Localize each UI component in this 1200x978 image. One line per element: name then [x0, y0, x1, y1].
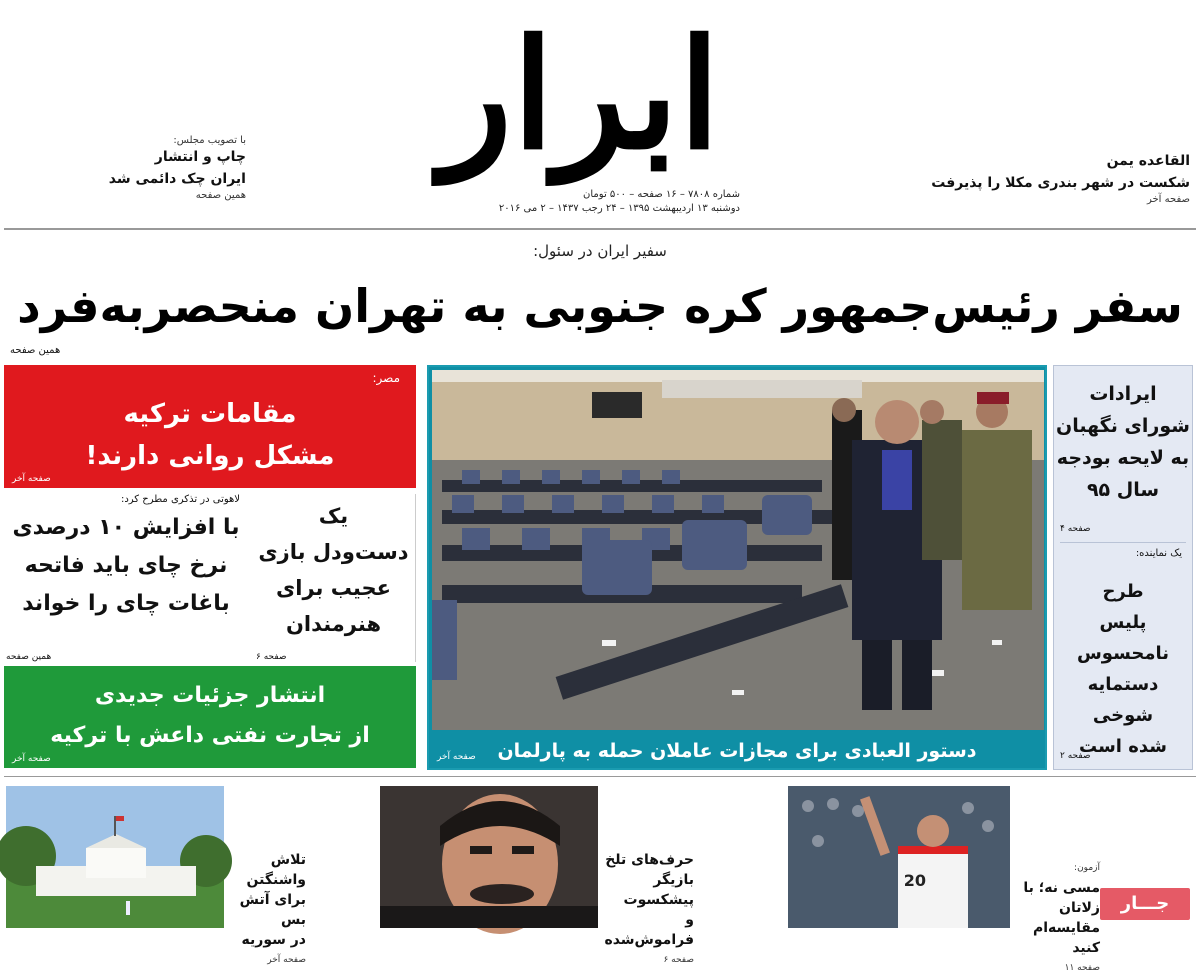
- top-left-teaser[interactable]: [6, 135, 246, 201]
- police-line-1: طرح: [1102, 581, 1144, 602]
- actor-image: [380, 786, 598, 928]
- green-page: صفحه آخر: [12, 754, 51, 764]
- artists-line-2: دست‌ودل بازی: [258, 540, 409, 564]
- issue-number-line: شماره ۷۸۰۸ – ۱۶ صفحه – ۵۰۰ تومان: [583, 189, 740, 200]
- bottom-divider: [4, 776, 1196, 777]
- artists-line-1: یک: [318, 504, 349, 528]
- top-right-teaser[interactable]: [880, 150, 1190, 205]
- issue-date-line: دوشنبه ۱۳ اردیبهشت ۱۳۹۵ – ۲۴ رجب ۱۴۳۷ – ۲ می ۲۰۱۶: [498, 203, 740, 214]
- masthead-logo: ابرار: [439, 7, 721, 183]
- green-line-2: از تجارت نفتی داعش با ترکیه: [50, 723, 370, 748]
- washington-line-3: در سوریه: [241, 932, 306, 948]
- artists-line-4: هنرمندان: [285, 612, 382, 636]
- budget-line-4: سال ۹۵: [1086, 479, 1160, 501]
- jersey-number: 20: [903, 871, 926, 890]
- top-left-page: همین صفحه: [195, 190, 246, 201]
- police-line-4: شوخی: [1092, 705, 1154, 726]
- actor-story[interactable]: [600, 850, 694, 970]
- budget-line-1: ایرادات: [1089, 383, 1157, 405]
- source-badge: جـــار: [1100, 888, 1190, 920]
- football-image: [788, 786, 1010, 928]
- photo-page: صفحه آخر: [437, 752, 476, 762]
- budget-line-2: شورای نگهبان: [1056, 415, 1190, 437]
- green-story-box[interactable]: [4, 666, 416, 768]
- top-left-kicker: با تصویب مجلس:: [173, 135, 246, 146]
- police-page: صفحه ۲: [1060, 751, 1091, 761]
- main-page-ref: همین صفحه: [10, 345, 61, 356]
- football-photo[interactable]: [788, 786, 1010, 928]
- washington-story[interactable]: [226, 850, 306, 970]
- tea-story[interactable]: [4, 494, 248, 662]
- tea-page: همین صفحه: [6, 652, 52, 662]
- red-headline: [4, 393, 416, 477]
- green-line-1: انتشار جزئیات جدیدی: [94, 683, 326, 708]
- police-line-3: دستمایه: [1087, 674, 1159, 695]
- budget-headline: [1054, 378, 1192, 506]
- tea-headline: [4, 509, 248, 623]
- right-column[interactable]: [1053, 365, 1193, 770]
- red-line-2: مشکل روانی دارند!: [85, 441, 335, 471]
- white-house-photo[interactable]: [6, 786, 224, 928]
- artists-story[interactable]: [252, 494, 416, 662]
- white-house-image: [6, 786, 224, 928]
- police-kicker: یک نماینده:: [1135, 548, 1182, 559]
- issue-info: [440, 188, 740, 216]
- football-kicker: آزمون:: [1074, 863, 1100, 873]
- green-headline: [4, 676, 416, 756]
- top-right-page: صفحه آخر: [1146, 194, 1190, 205]
- red-kicker: مصر:: [372, 371, 400, 385]
- actor-page: صفحه ۶: [663, 955, 694, 965]
- right-column-divider: [1060, 542, 1186, 543]
- red-story-box[interactable]: [4, 365, 416, 488]
- red-page: صفحه آخر: [12, 474, 51, 484]
- top-left-line-2: ایران چک دائمی شد: [108, 171, 246, 187]
- actor-line-1: حرف‌های تلخ: [605, 852, 694, 868]
- football-story[interactable]: [1012, 858, 1100, 978]
- photo-caption: دستور العبادی برای مجازات عاملان حمله به پارلمان: [497, 740, 977, 762]
- red-line-1: مقامات ترکیه: [123, 399, 297, 429]
- main-kicker: سفیر ایران در سئول:: [533, 242, 667, 260]
- police-headline: [1054, 576, 1192, 762]
- budget-line-3: به لایحه بودجه: [1056, 447, 1190, 469]
- football-line-1: مسی نه؛ با زلاتان: [1023, 880, 1100, 916]
- tea-line-3: باغات چای را خواند: [22, 591, 230, 616]
- football-page: صفحه ۱۱: [1064, 963, 1100, 973]
- tea-kicker: لاهوتی در تذکری مطرح کرد:: [120, 494, 240, 505]
- main-photo-frame[interactable]: [427, 365, 1047, 770]
- parliament-photo: [432, 370, 1044, 730]
- top-left-line-1: چاپ و انتشار: [154, 149, 246, 165]
- actor-line-2: بازیگر پیشکسوت: [623, 872, 694, 908]
- washington-line-2: برای آتش بس: [239, 892, 306, 928]
- washington-line-1: تلاش واشنگتن: [246, 852, 306, 888]
- football-line-2: مقایسه‌ام کنید: [1032, 920, 1100, 956]
- actor-photo[interactable]: [380, 786, 598, 928]
- tea-line-1: با افزایش ۱۰ درصدی: [12, 515, 240, 540]
- artists-headline: [252, 498, 415, 642]
- masthead-divider: [4, 228, 1196, 230]
- police-line-5: شده است: [1079, 736, 1167, 757]
- washington-page: صفحه آخر: [267, 955, 306, 965]
- artists-line-3: عجیب برای: [276, 576, 391, 600]
- artists-page: صفحه ۶: [256, 652, 287, 662]
- actor-line-3: و فراموش‌شده: [604, 912, 694, 948]
- police-line-2: پلیس نامحسوس: [1076, 612, 1170, 664]
- main-headline[interactable]: سفر رئیس‌جمهور کره جنوبی به تهران منحصربه‌فرد: [17, 279, 1183, 333]
- tea-line-2: نرخ چای باید فاتحه: [24, 553, 228, 578]
- top-right-line-2: شکست در شهر بندری مکلا را پذیرفت: [931, 175, 1190, 191]
- budget-page: صفحه ۴: [1060, 524, 1091, 534]
- top-right-line-1: القاعده یمن: [1106, 153, 1190, 169]
